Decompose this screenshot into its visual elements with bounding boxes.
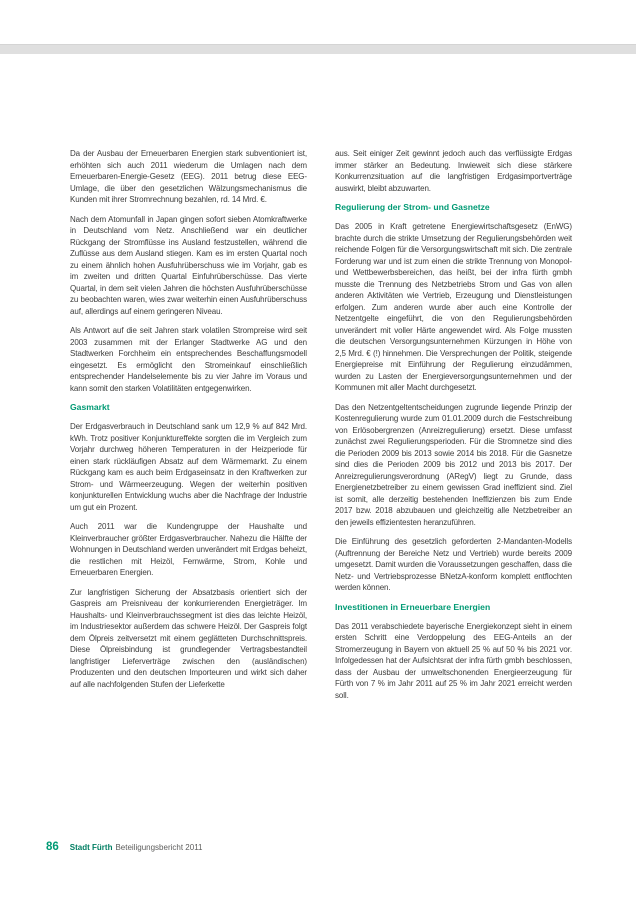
content-columns xyxy=(70,148,573,709)
paragraph-enwg: Das 2005 in Kraft getretene Energiewirtschaftsgesetz (EnWG) brachte durch die strikte Umsetzung der Regulierungsbehörden weit reichende Folgen für die Versorgungswirtschaft mit sich. Die zentrale Forderung war und ist zum einen die strikte Trennung von Monopol- und Wettbewerbsbereichen, das heißt, bei der infra fürth gmbh musste die Trennung des Netzbetriebs Strom und Gas von allen anderen Aktivitäten wie Vertrieb, Erzeugung und Dienstleistungen erfolgen. Zum anderen wurde aber auch eine Kontrolle der Netzentgelte eingeführt, die von den Regulierungsbehörden unverändert mit voller Härte angewendet wird. Als Folge mussten die deutschen Versorgungsunternehmen Kürzungen in Höhe von 2,5 Mrd. € (!) hinnehmen. Die Versprechungen der Politik, steigende Energiepreise mit Einführung der Regulierung einzudämmen, wurden zu Lasten der Energieversorgungsunternehmen und der Kommunen mit aller Macht durchgesetzt. xyxy=(335,222,572,392)
page-number: 86 xyxy=(46,841,59,853)
column-left xyxy=(70,148,307,709)
paragraph-anreizregulierung: Das den Netzentgeltentscheidungen zugrunde liegende Prinzip der Kostenregulierung wurde zum 01.01.2009 durch die Festschreibung von Erlösobergrenzen (Anreizregulierung) ersetzt. Diese umfasst zunächst zwei Regulierungsperioden. Für die Stromnetze sind dies die Perioden 2009 bis 2013 sowie 2014 bis 2018. Für die Gasnetze sind dies die Perioden 2009 bis 2012 und 2013 bis 2017. Der Anreizregulierungsverordnung (ARegV) liegt zu Grunde, dass Energienetzbetreiber zu einem gewissen Grad ineffizient sind. Ziel ist somit, alle derzeitig bestehenden Ineffizienzen bis zum Ende 2017 bzw. 2018 abzubauen und gleichzeitig alle Netzbetreiber an den jeweils effizientesten heranzuführen. xyxy=(335,402,572,527)
paragraph-gaspreis: Zur langfristigen Sicherung der Absatzbasis orientiert sich der Gaspreis am Preisniveau der konkurrierenden Energieträger. Im Haushalts- und Kleinverbrauchssegment ist dies das leichte Heizöl, im Industriesektor außerdem das schwere Heizöl. Der Gaspreis folgt dem Ölpreis zeitversetzt mit einem geglätteten Durchschnittspreis. Diese Ölpreisbindung ist grundlegender Vertragsbestandteil langfristiger Lieferverträge zwischen den (ausländischen) Produzenten und den deutschen Importeuren und wirkt sich daher auf alle nachfolgenden Stufen der Lieferkette xyxy=(70,587,307,689)
paragraph-beschaffungsmodell: Als Antwort auf die seit Jahren stark volatilen Strompreise wird seit 2003 zusammen mit der Erlanger Stadtwerke AG und den Stadtwerken Forchheim ein entsprechendes Beschaffungsmodell eingesetzt. Es ermöglicht den Stromeinkauf einschließlich entsprechender Handelselemente bis zu vier Jahre im Voraus und kann somit den starken Volatilitäten entgegenwirken. xyxy=(70,326,307,393)
column-right xyxy=(335,148,572,709)
footer-brand: Stadt Fürth xyxy=(69,843,113,852)
paragraph-verfluessigtes-erdgas: aus. Seit einiger Zeit gewinnt jedoch auch das verflüssigte Erdgas immer stärker an Bedeutung. Inwieweit sich diese stärkere Konkurrenzsituation auf die langfristigen Erdgasimportverträge auswirkt, bleibt abzuwarten. xyxy=(335,149,572,193)
section-heading-gasmarkt: Gasmarkt xyxy=(70,402,110,412)
paragraph-energiekonzept: Das 2011 verabschiedete bayerische Energiekonzept sieht in einem ersten Schritt eine Verdoppelung des EEG-Anteils an der Stromerzeugung in Bayern von aktuell 25 % auf 50 % bis 2021 vor. Infolgedessen hat der Aufsichtsrat der infra fürth gmbh beschlossen, dass der Ausbau der umweltschonenden Energieerzeugung für Fürth von 7 % im Jahr 2011 auf 25 % im Jahr 2021 erreicht werden soll. xyxy=(335,621,572,700)
paragraph-kundengruppe: Auch 2011 war die Kundengruppe der Haushalte und Kleinverbraucher größter Erdgasverbraucher. Nahezu die Hälfte der Wohnungen in Deutschland werden unverändert mit Erdgas beheizt, die restlichen mit Heizöl, Fernwärme, Strom, Kohle und Erneuerbaren Energien. xyxy=(70,522,307,577)
paragraph-atomunfall: Nach dem Atomunfall in Japan gingen sofort sieben Atomkraftwerke in Deutschland vom Netz. Anschließend war ein deutlicher Rückgang der Stromflüsse ins Ausland festzustellen, während die Zuflüsse aus dem Ausland stiegen. Kam es im ersten Quartal noch zu einem ähnlich hohen Ausfuhrüberschuss wie im Vorjahr, gab es im zweiten und dritten Quartal Einfuhrüberschüsse. Das vierte Quartal, in dem seit vielen Jahren die höchsten Ausfuhrüberschüsse zu beobachten waren, wies zwar weiterhin einen Ausfuhrüberschuss auf, allerdings auf einem geringeren Niveau. xyxy=(70,214,307,316)
section-heading-investitionen: Investitionen in Erneuerbare Energien xyxy=(335,601,491,612)
section-heading-regulierung: Regulierung der Strom- und Gasnetze xyxy=(335,202,490,212)
paragraph-mandanten-modell: Die Einführung des gesetzlich geforderten 2-Mandanten-Modells (Auftrennung der Bereiche Netz und Vertrieb) wurde bereits 2009 umgesetzt. Damit wurden die Voraussetzungen geschaffen, dass die Netz- und Vertriebsprozesse BNetzA-konform komplett entflochten werden können. xyxy=(335,537,572,592)
page-footer xyxy=(46,841,586,853)
page-top-band xyxy=(0,44,636,54)
paragraph-eeg-umlage: Da der Ausbau der Erneuerbaren Energien stark subventioniert ist, erhöhten sich auch 2011 wiederum die Umlagen nach dem Erneuerbaren-Energie-Gesetz (EEG). 2011 betrug diese EEG-Umlage, die über den gesetzlichen Wälzungsmechanismus die Kunden mit ihrer Stromrechnung bezahlen, rd. 14 Mrd. €. xyxy=(70,149,307,204)
paragraph-erdgasverbrauch: Der Erdgasverbrauch in Deutschland sank um 12,9 % auf 842 Mrd. kWh. Trotz positiver Konjunktureffekte sorgten die im Vergleich zum Vorjahr durchweg höheren Temperaturen in der Heizperiode für einen stark rückläufigen Absatz auf dem Wärmemarkt. Zu einem Rückgang kam es auch beim Erdgaseinsatz in den Kraftwerken zur Strom- und Wärmeerzeugung. Wegen der weiterhin positiven konjunkturellen Entwicklung wuchs aber die Nachfrage der Industrie um gut ein Prozent. xyxy=(70,422,307,512)
footer-report-title: Beteiligungsbericht 2011 xyxy=(115,843,203,852)
